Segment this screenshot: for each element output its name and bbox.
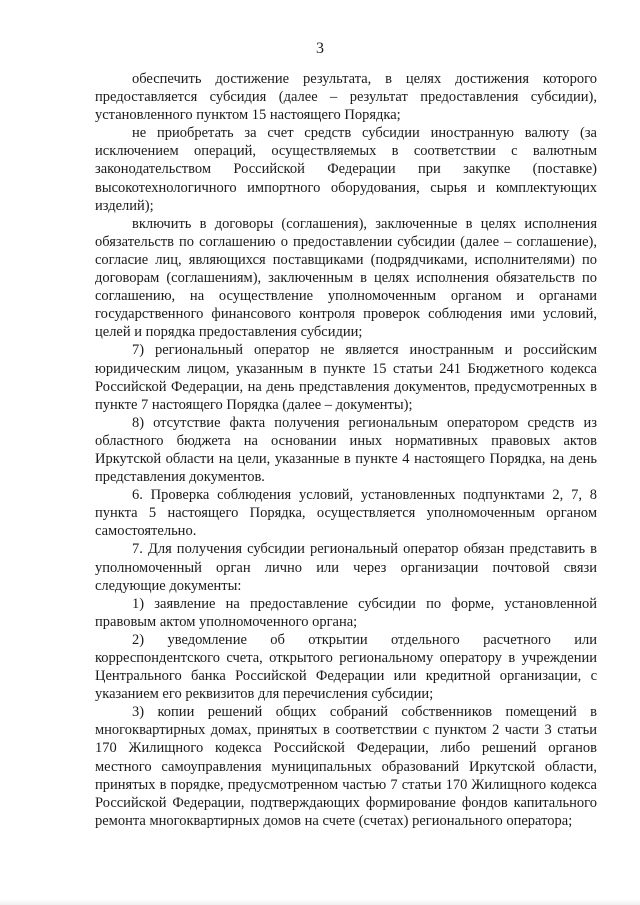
paragraph: 1) заявление на предоставление субсидии по форме, установленной правовым актом уполномоченного органа; [95,595,597,630]
paragraph: 2) уведомление об открытии отдельного расчетного или корреспондентского счета, открытого региональному оператору в учреждении Центрального банка Российской Федерации или кредитной организации, с указанием его реквизитов для перечисления субсидии; [95,631,597,703]
paragraph: 6. Проверка соблюдения условий, установленных подпунктами 2, 7, 8 пункта 5 настоящего Порядка, осуществляется уполномоченным органом самостоятельно. [95,487,597,540]
page-number: 3 [316,40,324,57]
paragraph: 7. Для получения субсидии региональный оператор обязан представить в уполномоченный орган лично или через организации почтовой связи следующие документы: [95,541,597,594]
paragraph: 7) региональный оператор не является иностранным и российским юридическим лицом, указанным в пункте 15 статьи 241 Бюджетного кодекса Российской Федерации, на день представления документов, предусмотренных в пункте 7 настоящего Порядка (далее – документы); [95,342,597,413]
paragraph: не приобретать за счет средств субсидии иностранную валюту (за исключением операций, осуществляемых в соответствии с валютным законодательством Российской Федерации при закупке (поставке) высокотехнологичного импортного оборудования, сырья и комплектующих изделий); [95,125,597,214]
paragraph: включить в договоры (соглашения), заключенные в целях исполнения обязательств по соглашению о предоставлении субсидии (далее – соглашение), согласие лиц, являющихся поставщиками (подрядчиками, исполнителями) по договорам (соглашениям), заключенным в целях исполнения обязательств по соглашению, на осуществление уполномоченным органом и органами государственного финансового контроля проверок соблюдения ими условий, целей и порядка предоставления субсидии; [95,215,597,341]
paragraph: 3) копии решений общих собраний собственников помещений в многоквартирных домах, принятых в соответствии с пунктом 2 части 3 статьи 170 Жилищного кодекса Российской Федерации, либо решений органов местного самоуправления муниципальных образований Иркутской области, принятых в порядке, предусмотренном частью 7 статьи 170 Жилищного кодекса Российской Федерации, подтверждающих формирование фондов капитального ремонта многоквартирных домов на счете (счетах) регионального оператора; [95,704,597,829]
paragraph: обеспечить достижение результата, в целях достижения которого предоставляется субсидия (далее – результат предоставления субсидии), установленного пунктом 15 настоящего Порядка; [95,71,597,124]
document-body [95,70,597,830]
paragraph: 8) отсутствие факта получения региональным оператором средств из областного бюджета на основании иных нормативных правовых актов Иркутской области на цели, указанные в пункте 4 настоящего Порядка, на день представления документов. [95,414,597,486]
scan-edge-shadow [0,899,640,905]
